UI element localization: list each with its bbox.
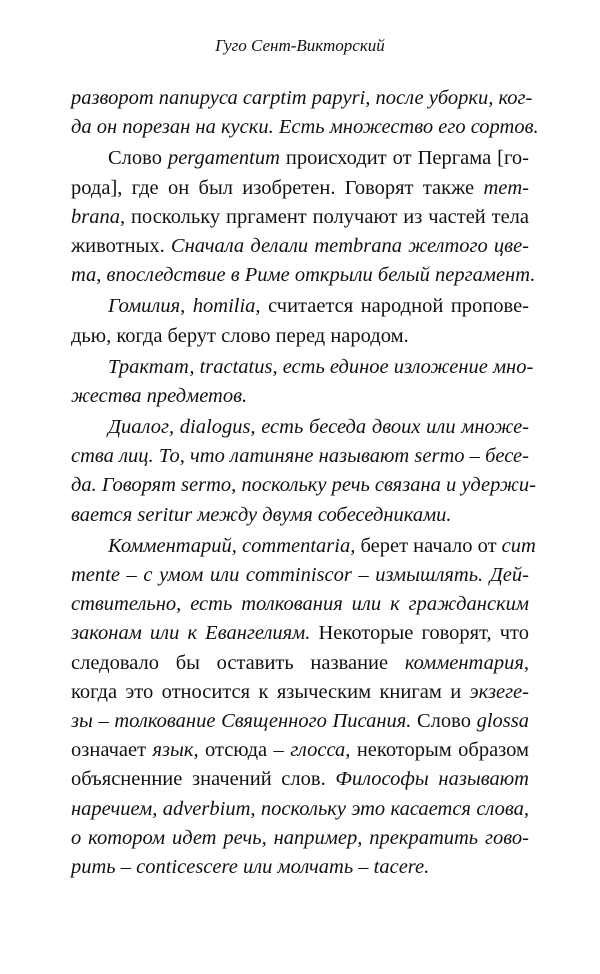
text-line [71, 353, 534, 382]
text-line [71, 795, 529, 824]
text-line [71, 619, 529, 648]
italic-run: Философы называют [335, 768, 529, 791]
italic-run: комментария, [404, 651, 529, 674]
roman-run: объясненние значений слов. [71, 768, 336, 791]
italic-run: Диалог, dialogus, есть беседа двоих или множе- [108, 416, 529, 439]
italic-run: ствительно, есть толкования или к гражданским [71, 593, 529, 616]
text-line [71, 471, 537, 500]
text-line [71, 292, 529, 321]
text-line [71, 707, 529, 736]
roman-run: когда это относится к языческим книгам и [71, 680, 470, 703]
italic-run: о котором идет речь, например, прекратить гово- [71, 826, 529, 849]
roman-run: рода], где он был изобретен. Говорят также [71, 176, 484, 199]
roman-run: происходит от Пергама [го- [279, 147, 529, 170]
italic-run: язык, [152, 739, 199, 762]
italic-run: глосса, [290, 739, 351, 762]
italic-run: mente – с умом или comminiscor – измышлять. Дей- [71, 564, 529, 586]
text-line [71, 649, 529, 678]
text-line [71, 590, 529, 619]
roman-run: животных. [71, 234, 171, 257]
italic-run: да. Говорят sermo, поскольку речь связана и удержи- [71, 474, 537, 497]
text-line [71, 322, 529, 351]
text-line [71, 442, 529, 471]
text-line [71, 532, 536, 561]
text-line [71, 261, 536, 290]
roman-run: берет начало от [355, 534, 502, 557]
roman-run: Некоторые говорят, что [310, 622, 529, 645]
italic-run: Комментарий, commentaria, [108, 534, 356, 557]
italic-run: cum [501, 534, 536, 557]
roman-run: , поскольку пргамент получают из частей тела [119, 205, 529, 228]
roman-run: отсюда – [198, 739, 291, 762]
text-line [71, 413, 529, 442]
paragraph [71, 292, 529, 350]
italic-run: да он порезан на куски. Есть множество его сортов. [71, 116, 539, 139]
italic-run: вается seritur между двумя собеседниками. [71, 503, 452, 526]
italic-run: ства лиц. То, что латиняне называют sermo – бесе- [71, 445, 529, 468]
italic-run: pergamentum [167, 147, 280, 170]
italic-run: Трактат, tractatus, есть единое изложение мно- [108, 355, 534, 378]
text-line [71, 561, 529, 590]
roman-run: считается народной пропове- [260, 295, 530, 318]
roman-run: Слово [411, 709, 477, 732]
text-line [71, 84, 533, 113]
body-text [71, 84, 539, 882]
text-line [71, 203, 529, 232]
text-line [71, 232, 529, 261]
italic-run: mem- [483, 176, 529, 199]
running-head: Гуго Сент-Викторский [215, 36, 385, 55]
italic-run: glossa [476, 709, 529, 732]
italic-run: та, впоследствие в Риме открыли белый пергамент. [71, 264, 536, 287]
paragraph [71, 532, 536, 882]
text-line [71, 678, 529, 707]
text-line [71, 174, 529, 203]
paragraph [71, 84, 539, 142]
text-line [71, 501, 529, 530]
roman-run: некоторым образом [350, 739, 529, 762]
italic-run: зы – толкование Священного Писания. [71, 709, 412, 732]
roman-run: Слово [108, 147, 168, 170]
text-line [71, 853, 529, 882]
italic-run: законам или к Евангелиям. [71, 622, 311, 645]
italic-run: рить – conticescere или молчать – tacere. [71, 855, 430, 878]
paragraph [71, 353, 534, 411]
text-line [71, 144, 529, 173]
italic-run: экзеге- [469, 680, 529, 703]
text-line [71, 765, 529, 794]
italic-run: brana [71, 205, 120, 228]
paragraph [71, 413, 537, 530]
roman-run: следовало бы оставить название [71, 651, 405, 674]
italic-run: наречием, adverbium, поскольку это касается слова, [71, 797, 529, 820]
italic-run: Сначала делали membrana желтого цве- [170, 234, 530, 257]
paragraph [71, 144, 536, 290]
roman-run: означает [71, 739, 153, 762]
text-line [71, 824, 529, 853]
italic-run: жества предметов. [71, 384, 248, 407]
italic-run: Гомилия, homilia, [108, 295, 261, 318]
roman-run: дью, когда берут слово перед народом. [71, 324, 409, 347]
text-line [71, 113, 539, 142]
text-line [71, 382, 529, 411]
italic-run: разворот папируса carptim papyri, после уборки, ког- [71, 87, 533, 109]
text-line [71, 736, 529, 765]
